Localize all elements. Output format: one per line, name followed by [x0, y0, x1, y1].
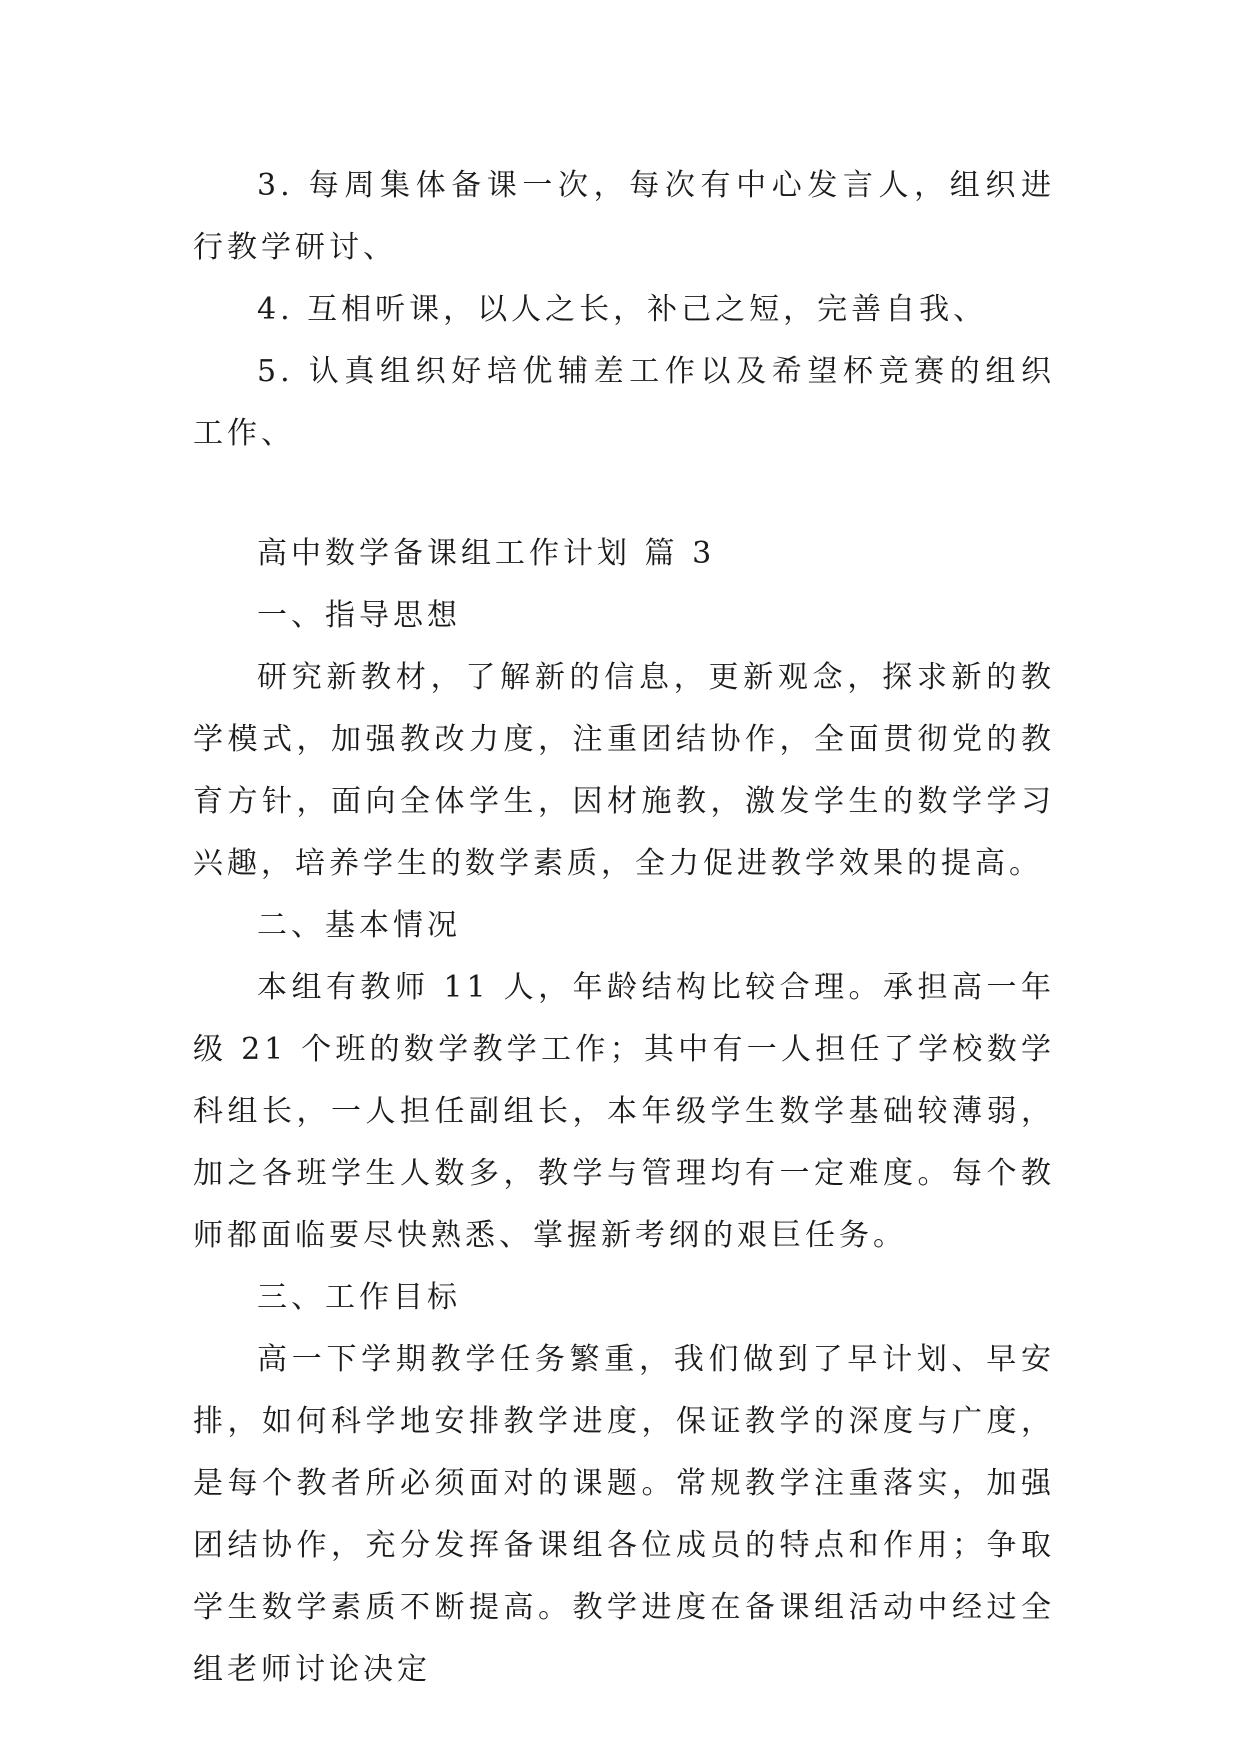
heading-work-goals: 三、工作目标	[257, 1280, 461, 1315]
list-item: 4. 互相听课，以人之长，补己之短，完善自我、	[257, 292, 988, 327]
list-item: 5. 认真组织好培优辅差工作以及希望杯竞赛的组织工作、	[193, 354, 1055, 451]
list-item: 3. 每周集体备课一次，每次有中心发言人，组织进行教学研讨、	[193, 168, 1055, 265]
paragraph-basic-situation: 本组有教师 11 人，年龄结构比较合理。承担高一年级 21 个班的数学教学工作；其中有一人担任了学校数学科组长，一人担任副组长，本年级学生数学基础较薄弱，加之各班学生人数多，教学与管理均有一定难度。每个教师都面临要尽快熟悉、掌握新考纲的艰巨任务。	[193, 970, 1055, 1253]
document-body	[193, 155, 1055, 1701]
section-title: 高中数学备课组工作计划 篇 3	[257, 536, 716, 571]
heading-basic-situation: 二、基本情况	[257, 908, 461, 943]
section-spacer	[193, 465, 1055, 523]
paragraph-guiding-ideology: 研究新教材，了解新的信息，更新观念，探求新的教学模式，加强教改力度，注重团结协作，全面贯彻党的教育方针，面向全体学生，因材施教，激发学生的数学学习兴趣，培养学生的数学素质，全力促进教学效果的提高。	[193, 660, 1055, 881]
paragraph-work-goals: 高一下学期教学任务繁重，我们做到了早计划、早安排，如何科学地安排教学进度，保证教学的深度与广度，是每个教者所必须面对的课题。常规教学注重落实，加强团结协作，充分发挥备课组各位成员的特点和作用；争取学生数学素质不断提高。教学进度在备课组活动中经过全组老师讨论决定	[193, 1342, 1055, 1687]
heading-guiding-ideology: 一、指导思想	[257, 598, 461, 633]
